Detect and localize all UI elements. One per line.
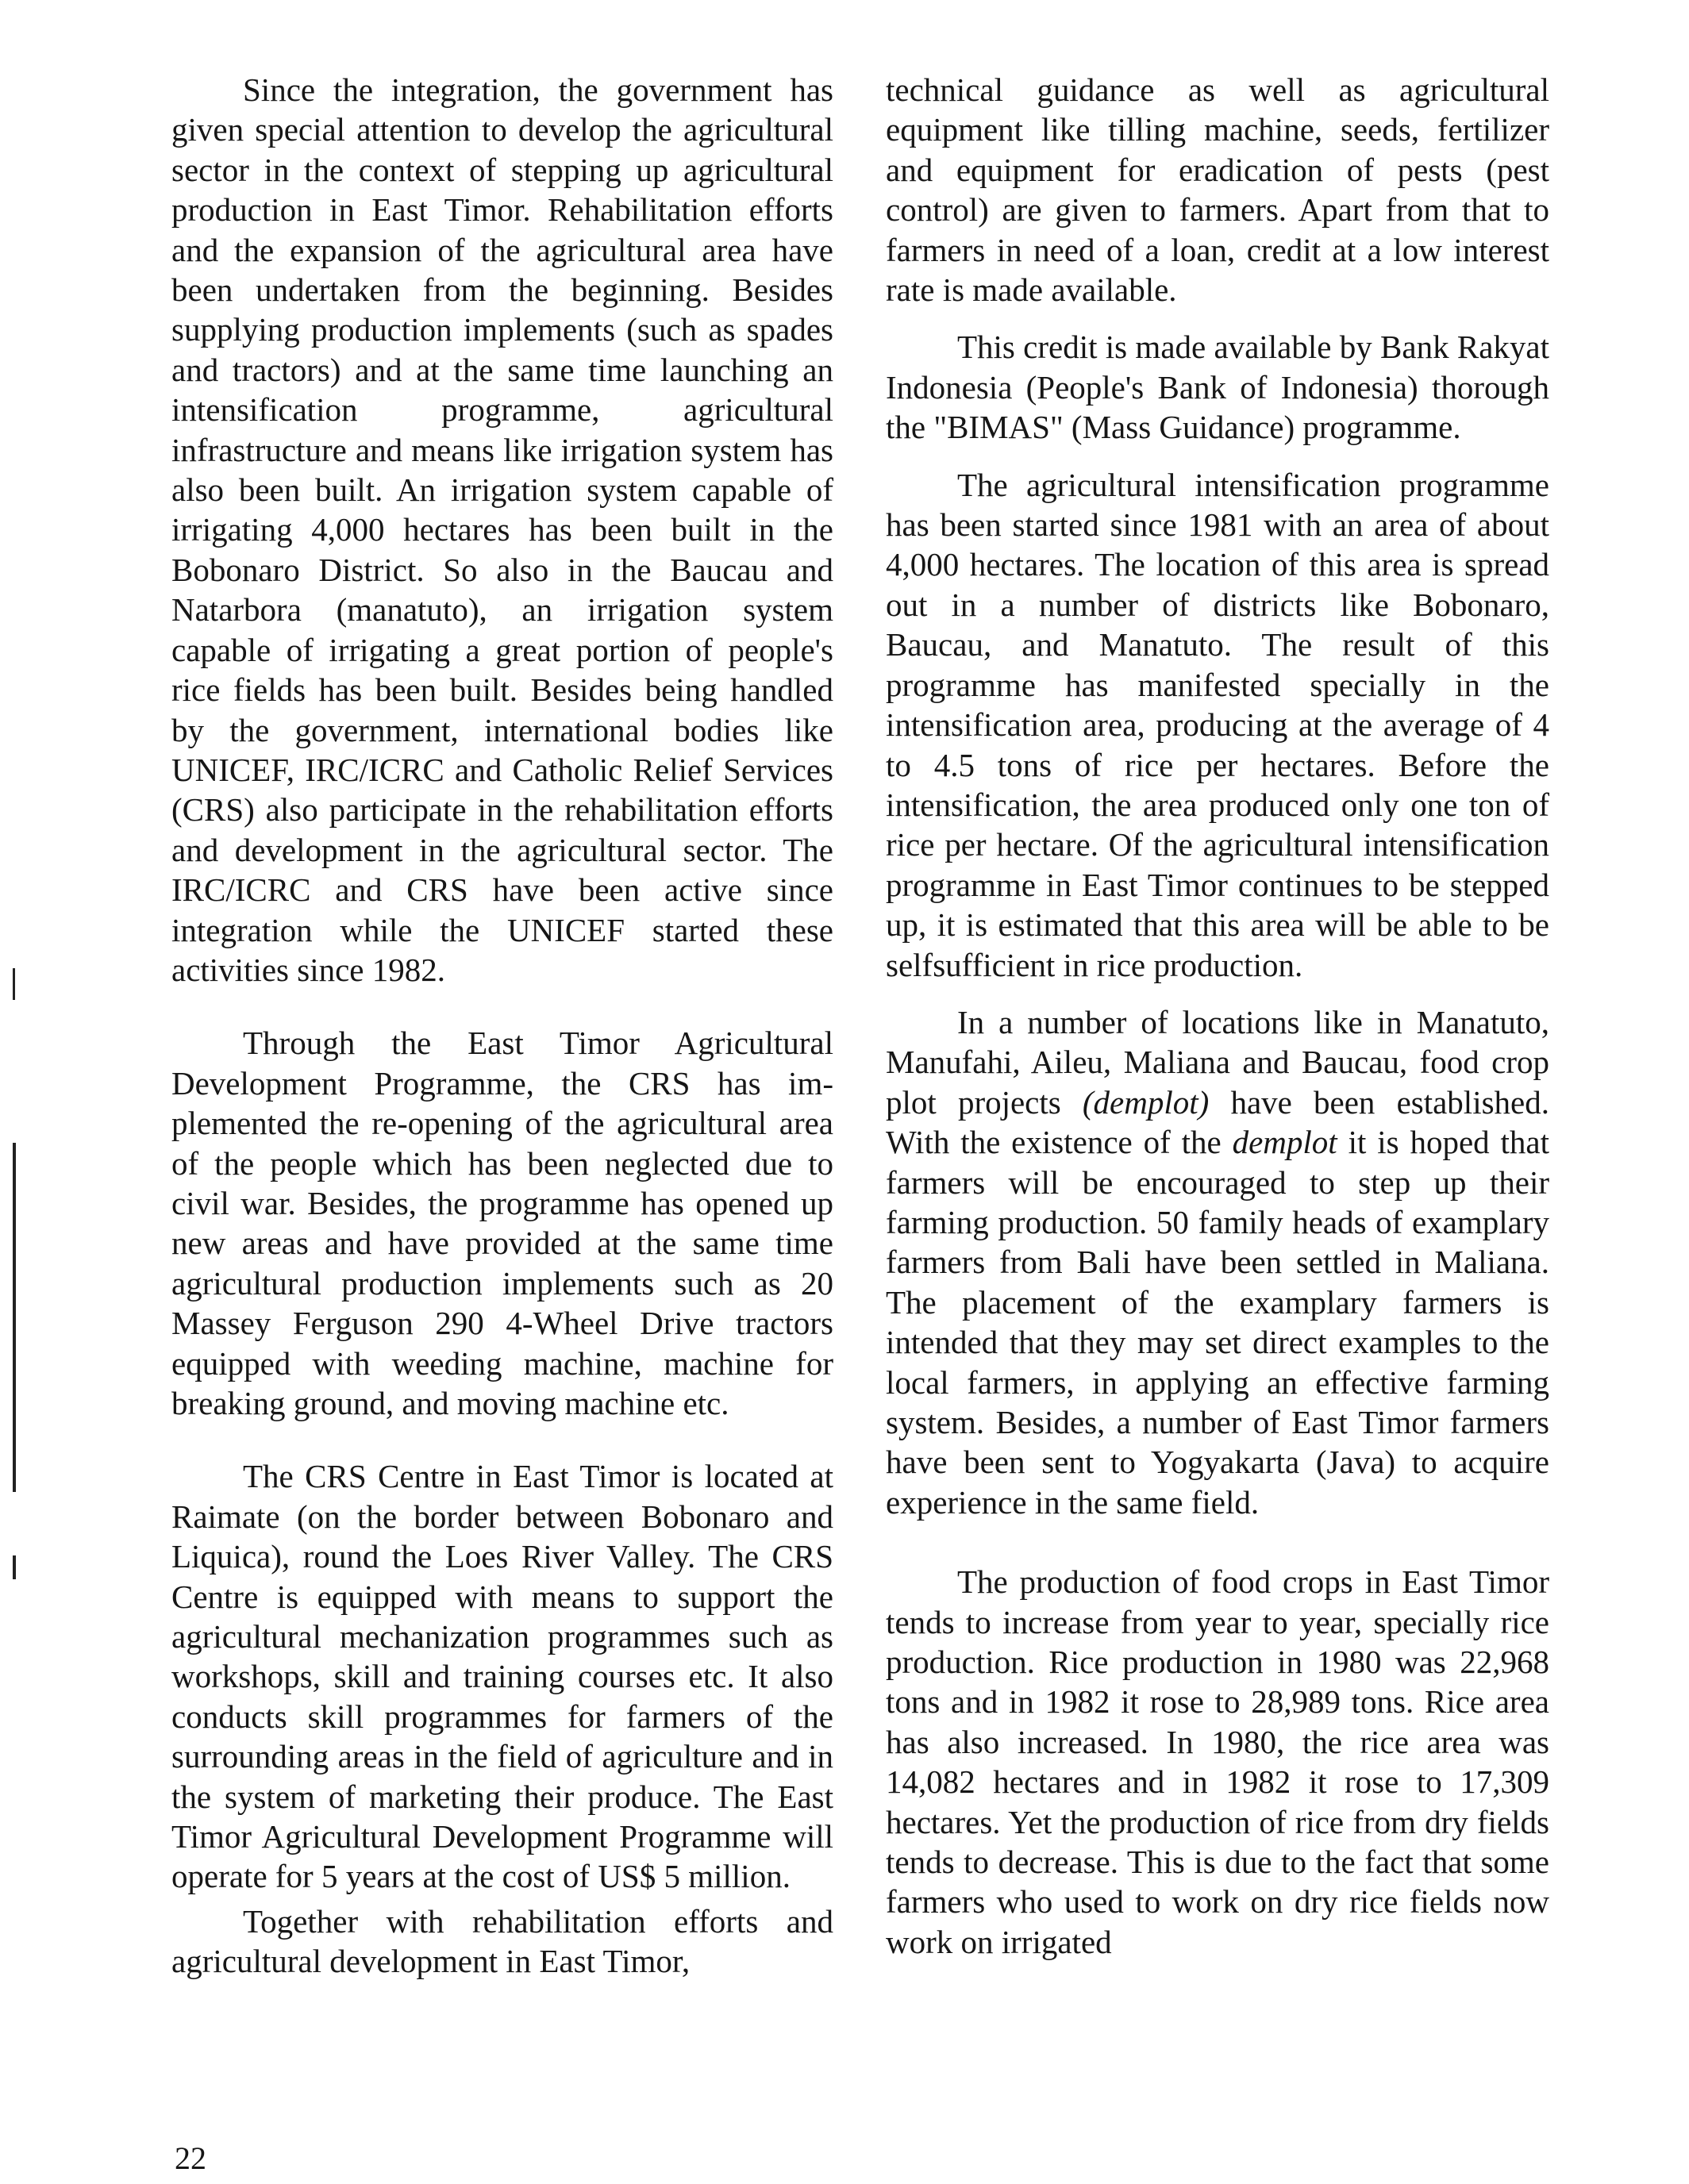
paragraph-technical-guidance: technical guidance as well as agricultural equipment like tilling machine, seeds, fertilizer and equipment for eradication of pests (pest control) are given to farmers. Apart from that to farmers in need of a loan, credit at a low interest rate is made available. xyxy=(886,71,1549,309)
paragraph-intensification: The agricultural intensification programme has been started since 1981 with an area of about 4,000 hectares. The location of this area is spread out in a number of districts like Bobonaro, Baucau, and Manatuto. The result of this programme has manifested specially in the intensification area, producing at the average of 4 to 4.5 tons of rice per hectares. Before the intensification, the area produced only one ton of rice per hectare. Of the agricultural intensification programme in East Timor continues to be stepped up, it is estimated that this area will be able to be selfsufficient in rice production. xyxy=(886,466,1549,983)
page-number: 22 xyxy=(175,2140,206,2176)
paragraph-credit: This credit is made available by Bank Rakyat Indonesia (People's Bank of Indonesia) thorough the "BIMAS" (Mass Guidance) programme. xyxy=(886,329,1549,446)
scan-edge-mark xyxy=(13,968,15,1000)
demplot-term: demplot xyxy=(1232,1124,1337,1161)
left-column xyxy=(171,70,833,1982)
paragraph-rehabilitation: Together with rehabilitation efforts and agricultural development in East Timor, xyxy=(171,1902,833,1980)
scan-edge-mark xyxy=(13,1555,16,1579)
paragraph-food-crops: The production of food crops in East Timor tends to increase from year to year, specially rice production. Rice production in 1980 was 22,968 tons and in 1982 it rose to 28,989 tons. Rice area has also increased. In 1980, the rice area was 14,082 hectares and in 1982 it rose to 17,309 hectares. Yet the production of rice from dry fields tends to decrease. This is due to the fact that some farmers who used to work on dry rice fields now work on irrigated xyxy=(886,1563,1549,1960)
demplot-term: (demplot) xyxy=(1082,1083,1210,1121)
paragraph-crs-centre: The CRS Centre in East Timor is located at Raimate (on the border between Bobonaro and Liquica), round the Loes River Valley. The CRS Centre is equipped with means to support the agricultural mechanization programmes such as workshops, skill and training courses etc. It also conducts skill programmes for farmers of the surrounding areas in the field of agriculture and in the system of marketing their produce. The East Timor Agricultural Development Programme will operate for 5 years at the cost of US$ 5 million. xyxy=(171,1458,833,1895)
paragraph-integration: Since the integration, the government has given special attention to develop the agricultural sector in the context of stepping up agricultural production in East Timor. Rehabilitation efforts and the expansion of the agricultural area have been undertaken from the beginning. Besides supplying production implements (such as spades and tractors) and at the same time launching an intensification programme, agricultural infrastructure and means like irrigation system has also been built. An irrigation system capable of irrigating 4,000 hectares has been built in the Bobonaro District. So also in the Baucau and Natarbora (manatuto), an irrigation system capable of irrigating a great portion of people's rice fields has been built. Besides being handled by the government, international bodies like UNICEF, IRC/ICRC and Catholic Relief Services (CRS) also participate in the rehabilitation efforts and development in the agricultural sector. The IRC/ICRC and CRS have been active since integration while the UNICEF started these activities since 1982. xyxy=(171,71,833,988)
scan-edge-mark xyxy=(13,1143,16,1492)
right-column xyxy=(886,70,1549,1962)
paragraph-crs-programme: Through the East Timor Agricultural Development Programme, the CRS has implemented the re-opening of the agricultural area of the people which has been neglected due to civil war. Besides, the programme has opened up new areas and have provided at the same time agricultural production implements such as 20 Massey Ferguson 290 4-Wheel Drive tractors equipped with weeding machine, machine for breaking ground, and moving machine etc. xyxy=(171,1025,833,1421)
paragraph-demplot: In a number of locations like in Manatuto, Manufahi, Aileu, Maliana and Baucau, food crop plot projects (demplot) have been established. With the existence of the demplot it is hoped that farmers will be encouraged to step up their farming production. 50 family heads of examplary farmers from Bali have been settled in Maliana. The placement of the examplary farmers is intended that they may set direct examples to the local farmers, in applying an effective farming system. Besides, a number of East Timor farmers have been sent to Yogyakarta (Java) to acquire experience in the same field. xyxy=(886,1003,1550,1521)
